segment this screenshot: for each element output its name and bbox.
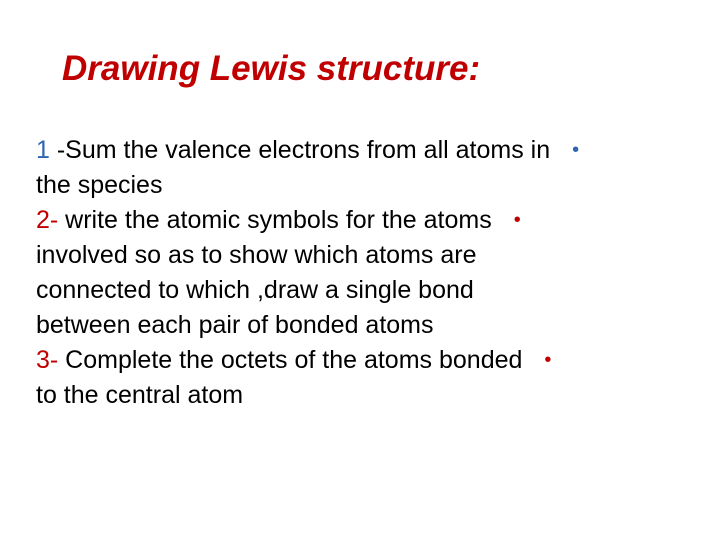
bullet-list — [36, 133, 676, 413]
bullet-item-2 — [36, 203, 676, 343]
bullet-line: the species — [36, 171, 163, 199]
bullet-marker: • — [513, 209, 521, 231]
bullet-text: Complete the octets of the atoms bonded — [58, 346, 523, 374]
bullet-line — [36, 343, 676, 378]
bullet-line — [36, 203, 676, 238]
step-number: 1 — [36, 136, 50, 164]
bullet-marker: • — [572, 139, 580, 161]
bullet-line: between each pair of bonded atoms — [36, 311, 434, 339]
bullet-line: connected to which ,draw a single bond — [36, 276, 474, 304]
bullet-line: to the central atom — [36, 381, 244, 409]
bullet-item-3 — [36, 343, 676, 413]
bullet-text: write the atomic symbols for the atoms — [58, 206, 492, 234]
step-number: 2- — [36, 206, 59, 234]
bullet-line: involved so as to show which atoms are — [36, 241, 477, 269]
slide-title: Drawing Lewis structure: — [62, 49, 481, 88]
bullet-item-1 — [36, 133, 676, 203]
step-number: 3- — [36, 346, 59, 374]
bullet-marker: • — [544, 349, 552, 371]
bullet-line — [36, 133, 676, 168]
bullet-text: -Sum the valence electrons from all atoms in — [49, 136, 551, 164]
